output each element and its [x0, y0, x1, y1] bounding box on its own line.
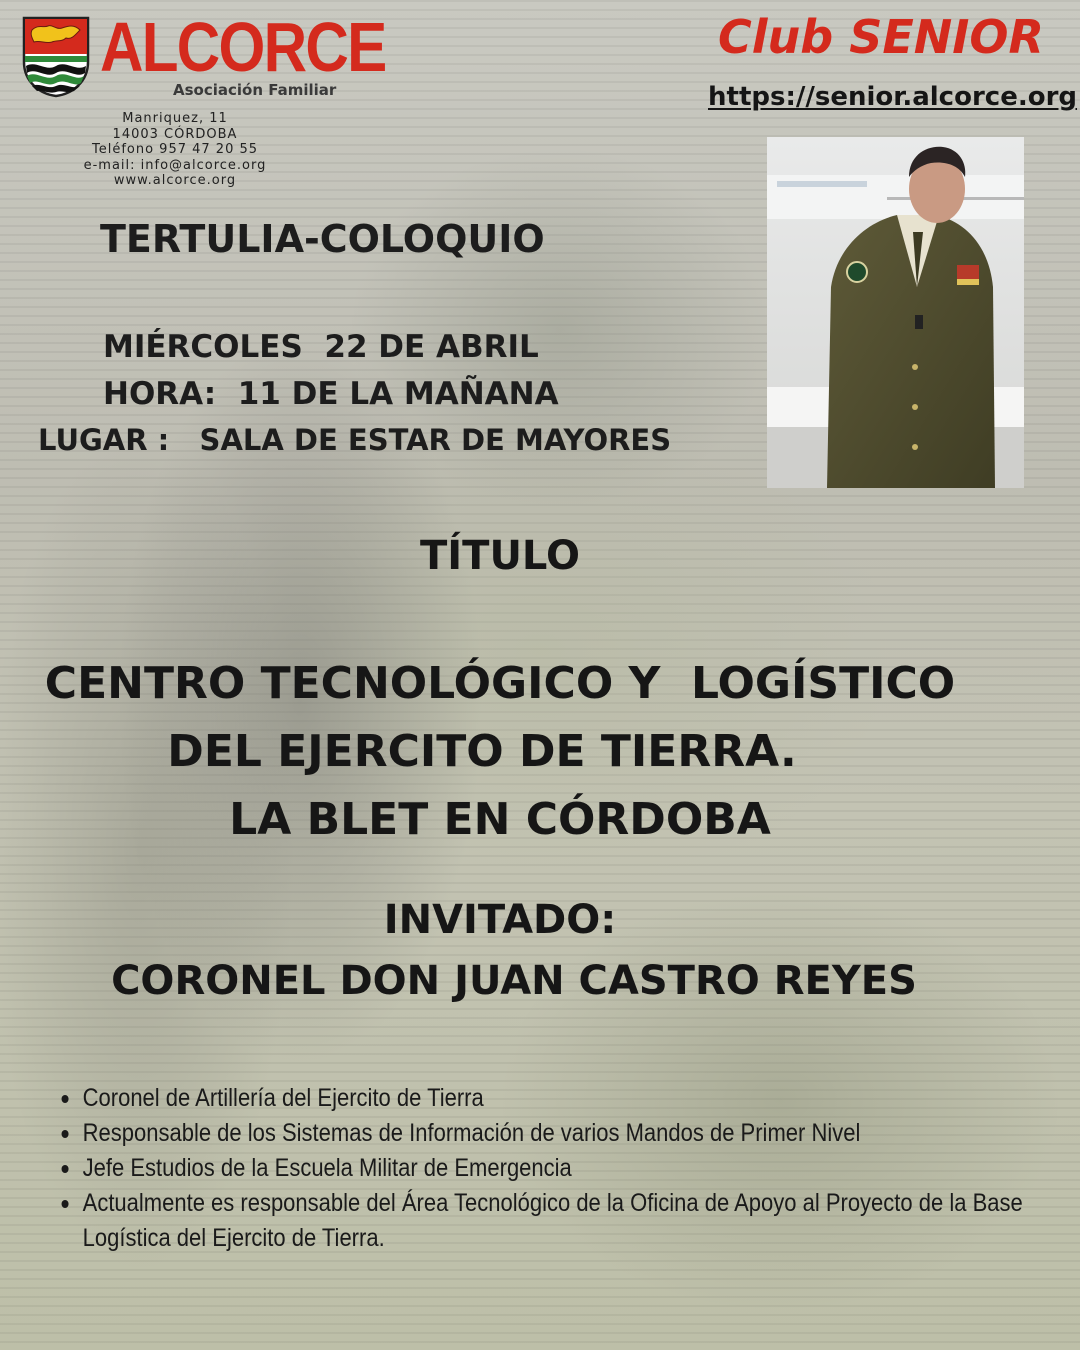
list-item-continuation	[58, 1221, 1039, 1256]
club-url-link[interactable]: https://senior.alcorce.org	[708, 82, 1078, 112]
bullet-icon	[62, 1165, 69, 1173]
address-city: 14003 CÓRDOBA	[112, 126, 238, 142]
club-title: Club SENIOR	[718, 10, 1044, 64]
list-item	[58, 1116, 1039, 1151]
address-street: Manriquez, 11	[122, 111, 228, 126]
talk-title-line-2: DEL EJERCITO DE TIERRA.	[167, 726, 797, 777]
bio-text: Coronel de Artillería del Ejercito de Tierra	[82, 1084, 484, 1112]
address-email: e-mail: info@alcorce.org	[83, 157, 267, 173]
guest-name: CORONEL DON JUAN CASTRO REYES	[111, 958, 917, 1004]
bio-text: Responsable de los Sistemas de Información de varios Mandos de Primer Nivel	[82, 1119, 861, 1147]
bio-text: Jefe Estudios de la Escuela Militar de Emergencia	[82, 1154, 572, 1182]
list-item	[58, 1081, 1039, 1116]
address-block	[60, 111, 290, 189]
bullet-icon	[62, 1095, 69, 1103]
talk-title-line-1: CENTRO TECNOLÓGICO Y LOGÍSTICO	[44, 658, 956, 709]
bullet-icon	[62, 1130, 69, 1138]
address-phone: Teléfono 957 47 20 55	[91, 142, 259, 157]
talk-title-line-3: LA BLET EN CÓRDOBA	[229, 794, 771, 845]
guest-label: INVITADO:	[383, 897, 617, 943]
list-item	[58, 1186, 1039, 1221]
talk-title-label: TÍTULO	[420, 533, 580, 579]
address-web: www.alcorce.org	[113, 173, 237, 188]
guest-photo	[767, 137, 1024, 488]
logo-wordmark: ALCORCE	[100, 8, 386, 86]
event-place: LUGAR : SALA DE ESTAR DE MAYORES	[38, 423, 672, 457]
bio-text: Logística del Ejercito de Tierra.	[82, 1224, 385, 1252]
alcorce-shield-logo	[22, 16, 90, 98]
event-date: MIÉRCOLES 22 DE ABRIL	[103, 329, 539, 365]
logo-subtitle: Asociación Familiar	[173, 81, 337, 99]
bio-text: Actualmente es responsable del Área Tecnológico de la Oficina de Apoyo al Proyecto de la Base	[82, 1189, 1023, 1217]
event-time: HORA: 11 DE LA MAÑANA	[103, 376, 559, 412]
guest-bio-list	[58, 1081, 1048, 1256]
bullet-icon	[62, 1200, 69, 1208]
list-item	[58, 1151, 1039, 1186]
event-type: TERTULIA-COLOQUIO	[100, 217, 545, 261]
